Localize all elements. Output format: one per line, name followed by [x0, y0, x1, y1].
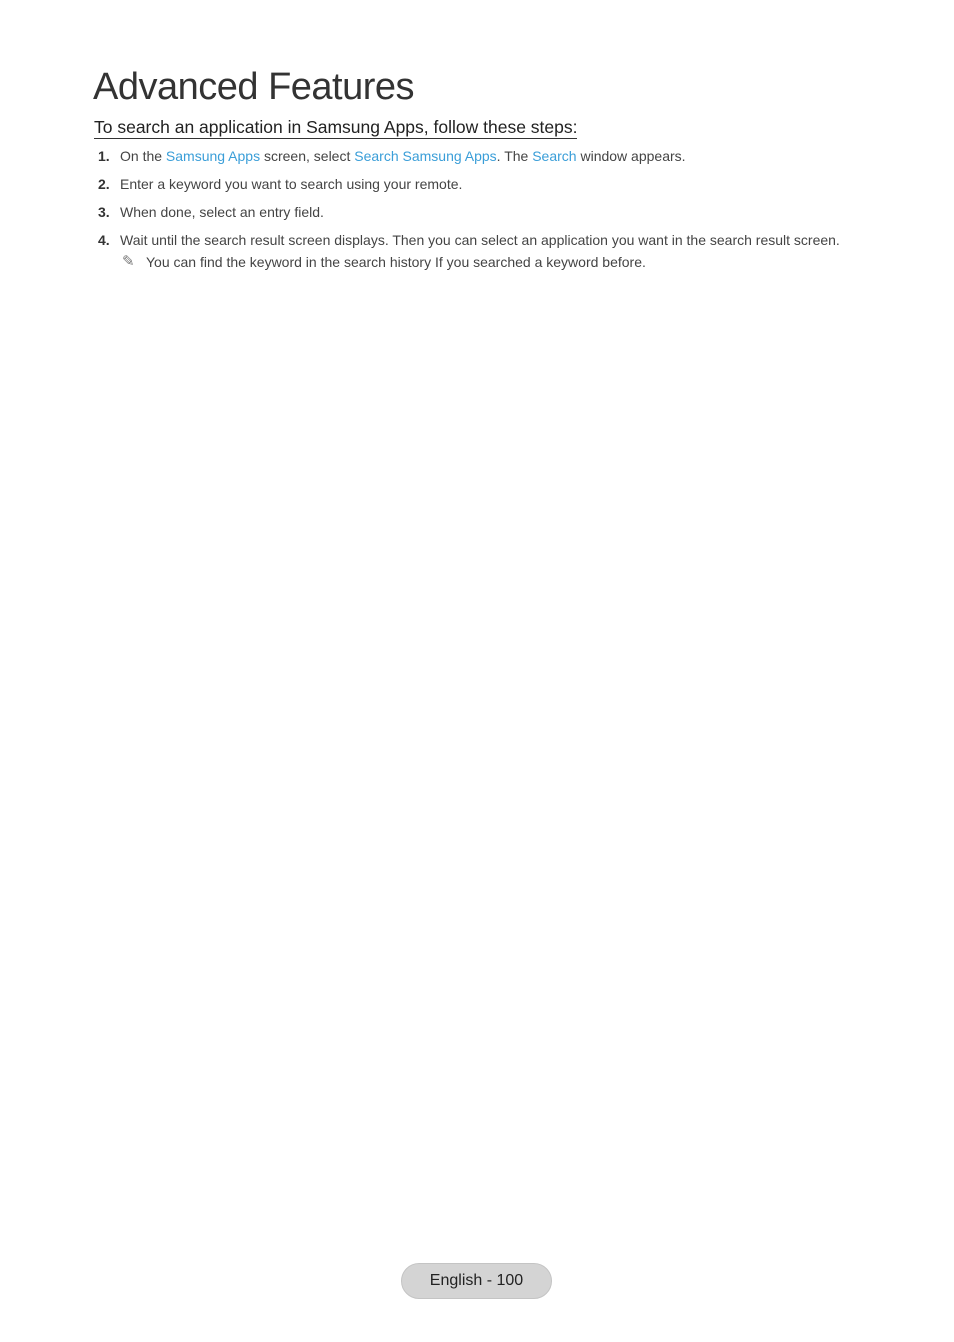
section-heading: To search an application in Samsung Apps, follow these steps: — [94, 117, 578, 137]
step-4 — [98, 229, 888, 251]
note-text: You can find the keyword in the search history If you searched a keyword before. — [146, 254, 646, 270]
step-number: 4. — [98, 232, 110, 248]
step-text: Wait until the search result screen displays. Then you can select an application you want in the search result screen. — [120, 232, 840, 248]
step-3 — [98, 201, 888, 223]
search-samsung-apps-link: Search Samsung Apps — [354, 148, 497, 164]
note — [120, 251, 888, 273]
step-1 — [98, 145, 888, 167]
step-text-segment: On the — [120, 148, 166, 164]
page-number-badge: English - 100 — [401, 1263, 552, 1299]
step-text — [120, 148, 686, 164]
step-text: Enter a keyword you want to search using your remote. — [120, 176, 463, 192]
step-text: When done, select an entry field. — [120, 204, 324, 220]
samsung-apps-link: Samsung Apps — [165, 148, 261, 164]
step-text-segment: . The — [496, 148, 533, 164]
step-number: 3. — [98, 204, 110, 220]
step-number: 2. — [98, 176, 110, 192]
step-number: 1. — [98, 148, 110, 164]
step-text-segment: screen, select — [260, 148, 355, 164]
pencil-icon: ✎ — [122, 253, 135, 270]
page-title: Advanced Features — [93, 66, 415, 108]
steps-list — [98, 145, 888, 273]
step-text-segment: window appears. — [576, 148, 686, 164]
search-window-link: Search — [532, 148, 577, 164]
step-2 — [98, 173, 888, 195]
